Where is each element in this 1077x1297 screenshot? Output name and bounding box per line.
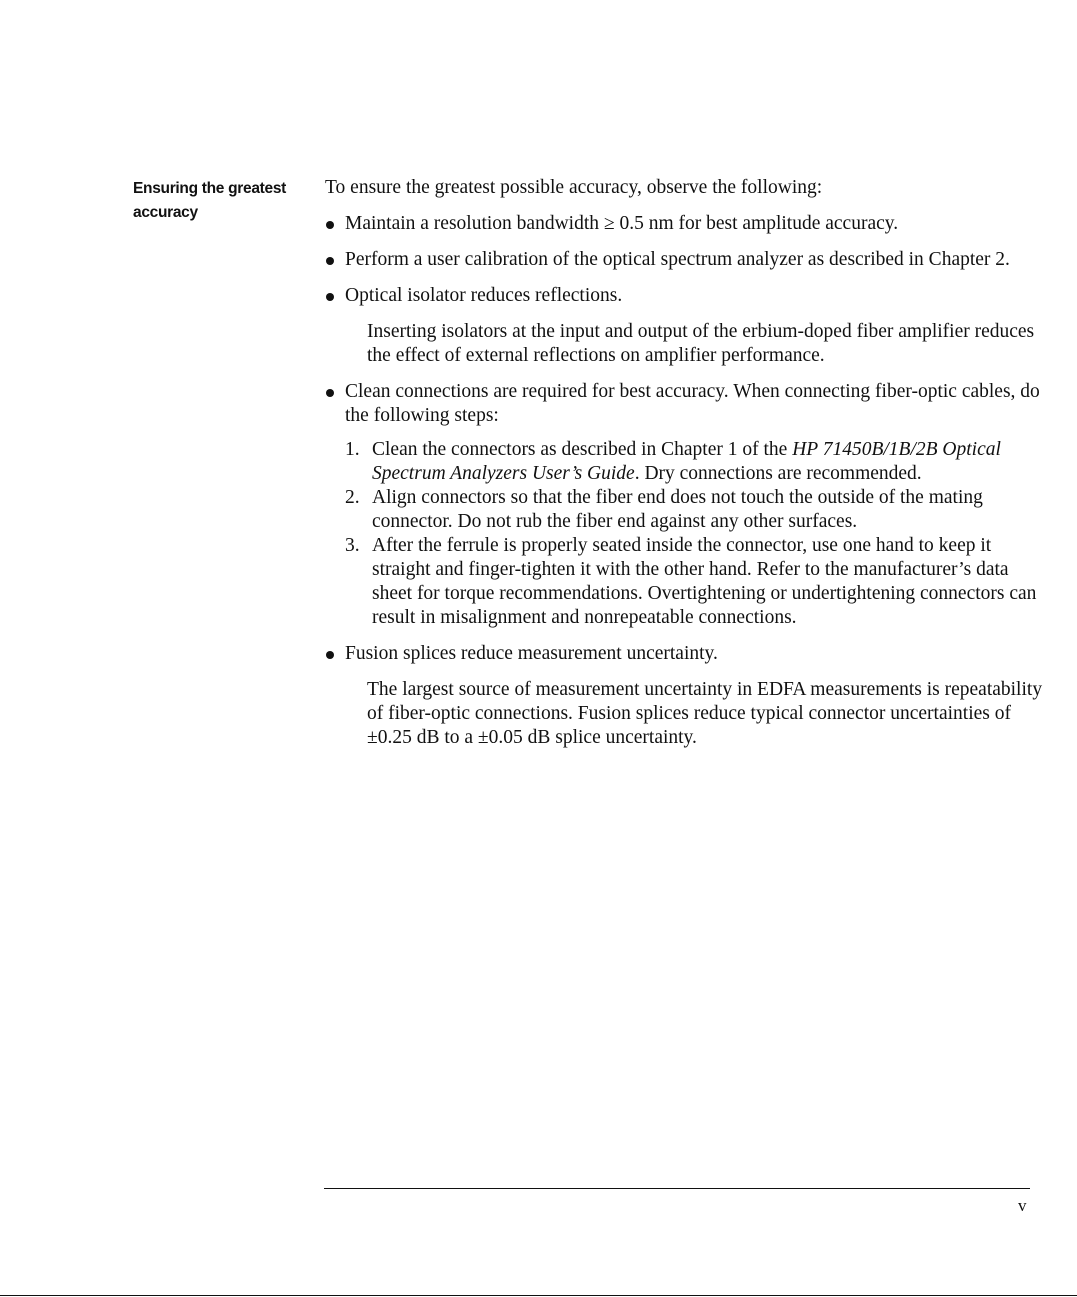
step-number: 2. xyxy=(345,487,360,508)
bullet-clean-connections xyxy=(325,380,1045,428)
bullet-text: Clean connections are required for best accuracy. When connecting fiber-optic cables, do the following steps: xyxy=(345,381,1040,426)
step-item xyxy=(325,486,1045,534)
bullet-icon xyxy=(326,293,334,301)
bullet-text: Perform a user calibration of the optical spectrum analyzer as described in Chapter 2. xyxy=(345,249,1010,270)
bullet-user-calibration xyxy=(325,248,1045,272)
bullet-text: Maintain a resolution bandwidth ≥ 0.5 nm for best amplitude accuracy. xyxy=(345,213,899,234)
bullet-text: Optical isolator reduces reflections. xyxy=(345,285,623,306)
page-number: v xyxy=(1018,1196,1027,1215)
page-bottom-edge xyxy=(0,1295,1077,1296)
bullet-icon xyxy=(326,651,334,659)
step-text: After the ferrule is properly seated inside the connector, use one hand to keep it straight and finger-tighten it with the other hand. Refer to the manufacturer’s data sheet for torque recommendations. Overtightening or undertightening connectors can result in misalignment and nonrepeatable connections. xyxy=(372,535,1037,628)
bullet-icon xyxy=(326,389,334,397)
footer-divider xyxy=(324,1188,1030,1189)
step-text: . Dry connections are recommended. xyxy=(634,463,922,484)
step-text: Align connectors so that the fiber end does not touch the outside of the mating connector. Do not rub the fiber end against any other surfaces. xyxy=(372,487,983,532)
bullet-fusion-splices xyxy=(325,642,1045,666)
connection-steps-list xyxy=(325,438,1045,630)
step-number: 3. xyxy=(345,535,360,556)
step-number: 1. xyxy=(345,439,360,460)
isolator-detail: Inserting isolators at the input and output of the erbium-doped fiber amplifier reduces the effect of external reflections on amplifier performance. xyxy=(367,321,1035,366)
bullet-icon xyxy=(326,221,334,229)
section-body xyxy=(325,176,1045,762)
step-item xyxy=(325,534,1045,630)
step-text: Clean the connectors as described in Chapter 1 of the xyxy=(372,439,793,460)
bullet-icon xyxy=(326,257,334,265)
guide-title: HP 71450B/1B/2B Optical Spectrum Analyzers User’s Guide xyxy=(372,439,1001,484)
bullet-optical-isolator xyxy=(325,284,1045,308)
intro-text: To ensure the greatest possible accuracy, observe the following: xyxy=(325,177,823,198)
section-heading: Ensuring the greatest accuracy xyxy=(133,180,287,221)
fusion-detail: The largest source of measurement uncertainty in EDFA measurements is repeatability of fiber-optic connections. Fusion splices reduce typical connector uncertainties of ±0.25 dB to a ±0.05 dB splice uncertainty. xyxy=(367,679,1043,748)
bullet-text: Fusion splices reduce measurement uncertainty. xyxy=(345,643,718,664)
bullet-resolution-bandwidth xyxy=(325,212,1045,236)
step-item xyxy=(325,438,1045,486)
